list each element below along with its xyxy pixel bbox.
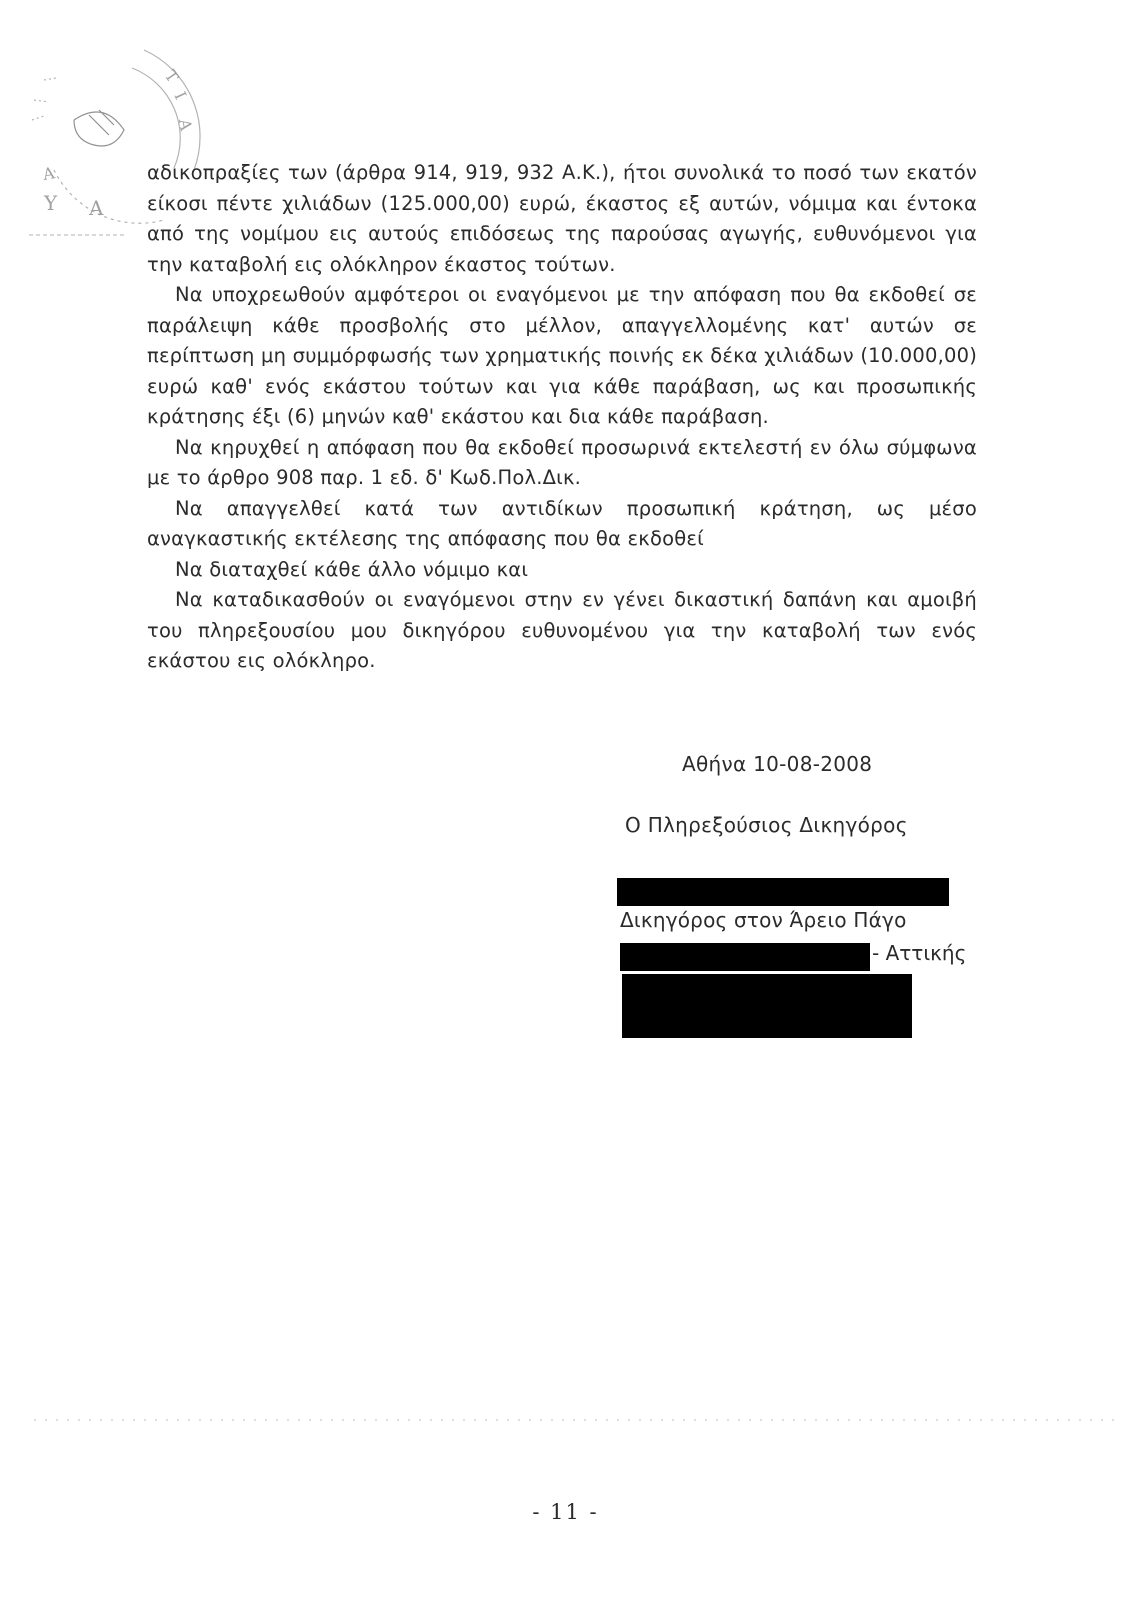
redacted-name <box>617 878 949 906</box>
svg-text:Υ: Υ <box>44 191 58 215</box>
paragraph: Να καταδικασθούν οι εναγόμενοι στην εν γένει δικαστική δαπάνη και αμοιβή του πληρεξουσίου μου δικηγόρου ευθυνομένου για την καταβολή των ενός εκάστου εις ολόκληρο. <box>147 588 977 672</box>
scan-artifact-line <box>34 1418 1114 1422</box>
svg-text:Α: Α <box>41 163 57 184</box>
signature-date: Αθήνα 10-08-2008 <box>682 752 873 776</box>
paragraph: Να διαταχθεί κάθε άλλο νόμιμο και <box>175 557 529 581</box>
signer-court: Δικηγόρος στον Άρειο Πάγο <box>620 908 907 932</box>
page-number: - 11 - <box>532 1500 599 1524</box>
paragraph: Να κηρυχθεί η απόφαση που θα εκδοθεί προσωρινά εκτελεστή εν όλω σύμφωνα με το άρθρο 908 παρ. 1 εδ. δ' Κωδ.Πολ.Δικ. <box>147 435 977 489</box>
svg-text:Α: Α <box>89 196 104 220</box>
paragraph: Να απαγγελθεί κατά των αντιδίκων προσωπική κράτηση, ως μέσο αναγκαστικής εκτέλεσης της απόφασης που θα εκδοθεί <box>147 496 977 550</box>
svg-text:Α: Α <box>175 117 196 133</box>
redacted-contact <box>622 974 912 1038</box>
signer-region: - Αττικής <box>872 941 967 965</box>
document-body <box>147 158 977 677</box>
svg-text:Ι: Ι <box>170 88 191 103</box>
paragraph: Να υποχρεωθούν αμφότεροι οι εναγόμενοι με την απόφαση που θα εκδοθεί σε παράλειψη κάθε προσβολής στο μέλλον, απαγγελλομένης κατ' αυτών σε περίπτωση μη συμμόρφωσής των χρηματικής ποινής εκ δέκα χιλιάδων (10.000,00) ευρώ καθ' ενός εκάστου τούτων και για κάθε παράβαση, ως και προσωπικής κράτησης έξι (6) μηνών καθ' εκάστου και δια κάθε παράβαση. <box>147 283 977 428</box>
signer-title: Ο Πληρεξούσιος Δικηγόρος <box>625 813 908 837</box>
paragraph: αδικοπραξίες των (άρθρα 914, 919, 932 Α.Κ.), ήτοι συνολικά το ποσό των εκατόν είκοσι πέντε χιλιάδων (125.000,00) ευρώ, έκαστος εξ αυτών, νόμιμα και έντοκα από της νομίμου εις αυτούς επιδόσεως της παρούσας αγωγής, ευθυνόμενοι για την καταβολή εις ολόκληρον έκαστος τούτων. <box>147 161 977 276</box>
svg-text:Τ: Τ <box>160 66 183 87</box>
redacted-address <box>620 943 870 971</box>
